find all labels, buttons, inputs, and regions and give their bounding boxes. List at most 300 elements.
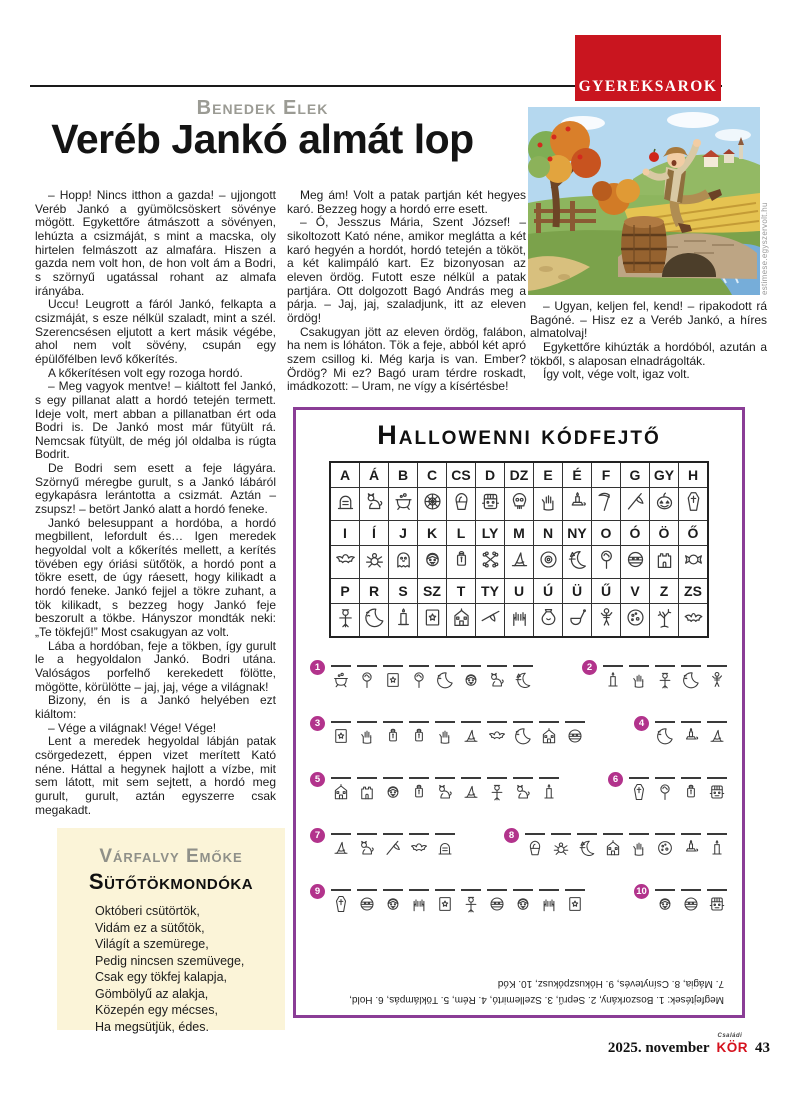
clue-icon-holder bbox=[358, 839, 376, 862]
clue-icon-holder bbox=[566, 895, 584, 918]
haunted-house-icon bbox=[451, 607, 472, 628]
clue-icon-holder bbox=[488, 783, 506, 806]
answer-cell bbox=[460, 721, 482, 750]
skull-icon bbox=[509, 491, 530, 512]
black-cat-icon bbox=[436, 783, 454, 801]
answer-blank bbox=[707, 721, 727, 723]
answer-cell bbox=[382, 889, 404, 918]
scythe-icon bbox=[596, 491, 617, 512]
answer-blank bbox=[409, 665, 429, 667]
story-paragraph: Lent a meredek hegyoldal lábján patak csörgedezett, éppen vizet merített Kató néne. Háttal a hegynek hajlott a vízbe, mit sem látott, mit sem sejtett, a hordó meg gurult, gurult, aztán egyszerre csak megakadt. bbox=[35, 734, 276, 817]
answer-cell bbox=[330, 889, 352, 918]
code-letter-row bbox=[330, 579, 708, 604]
article-title: Veréb Jankó almát lop bbox=[51, 116, 474, 162]
code-letter-row bbox=[330, 462, 708, 488]
castle-icon bbox=[654, 549, 675, 570]
witch-hat-icon bbox=[462, 727, 480, 745]
crescent-moon-icon bbox=[514, 727, 532, 745]
clue-line bbox=[310, 774, 728, 806]
answer-blank bbox=[331, 833, 351, 835]
code-letter-cell: Z bbox=[650, 579, 679, 604]
candle-icon bbox=[540, 783, 558, 801]
spider-icon bbox=[364, 549, 385, 570]
coffin-icon bbox=[630, 783, 648, 801]
code-icon-cell bbox=[534, 488, 563, 521]
code-letter-cell: Ő bbox=[679, 521, 709, 546]
answer-blank bbox=[681, 833, 701, 835]
answer-blank bbox=[331, 777, 351, 779]
answer-blank bbox=[565, 721, 585, 723]
answer-blank bbox=[577, 833, 597, 835]
code-icon-cell bbox=[389, 488, 418, 521]
answer-cell bbox=[382, 833, 404, 862]
page-number: 43 bbox=[755, 1040, 770, 1056]
answer-cell bbox=[434, 833, 456, 862]
answer-cell bbox=[654, 777, 676, 806]
answer-cell bbox=[512, 777, 534, 806]
answer-blank bbox=[409, 721, 429, 723]
scarecrow-icon bbox=[656, 671, 674, 689]
code-icon-cell bbox=[389, 604, 418, 638]
candy-icon bbox=[683, 549, 704, 570]
crescent-moon-icon bbox=[682, 671, 700, 689]
code-icon-cell bbox=[679, 546, 709, 579]
answer-cell bbox=[434, 721, 456, 750]
clue-number-badge: 1 bbox=[310, 660, 325, 675]
black-cat-icon bbox=[364, 491, 385, 512]
clue-icon-holder bbox=[540, 895, 558, 918]
answer-cell bbox=[706, 833, 728, 862]
answer-cell bbox=[486, 889, 508, 918]
code-icon-cell bbox=[563, 488, 592, 521]
answer-blank bbox=[487, 889, 507, 891]
answer-blank bbox=[513, 889, 533, 891]
coffin-icon bbox=[683, 491, 704, 512]
clue-icon-holder bbox=[682, 783, 700, 806]
code-icon-cell bbox=[330, 546, 360, 579]
answer-cell bbox=[408, 833, 430, 862]
code-letter-cell: Á bbox=[360, 462, 389, 488]
zombie-hand-icon bbox=[358, 727, 376, 745]
cookie-moon-icon bbox=[625, 607, 646, 628]
code-letter-cell: E bbox=[534, 462, 563, 488]
magazine-logo-main: KÖR bbox=[716, 1040, 748, 1055]
clue-number-badge: 6 bbox=[608, 772, 623, 787]
autumn-scene-illustration bbox=[528, 107, 760, 295]
ghost-icon bbox=[393, 549, 414, 570]
lantern-icon bbox=[451, 549, 472, 570]
spell-card-icon bbox=[566, 895, 584, 913]
code-letter-cell: Í bbox=[360, 521, 389, 546]
cauldron-icon bbox=[393, 491, 414, 512]
poem-line: Októberi csütörtök, bbox=[95, 904, 200, 918]
clue-icon-holder bbox=[332, 895, 350, 918]
poem-line: Világít a szemürege, bbox=[95, 937, 209, 951]
code-icon-cell bbox=[621, 604, 650, 638]
answer-cell bbox=[356, 777, 378, 806]
cauldron-icon bbox=[332, 671, 350, 689]
vampire-icon bbox=[656, 895, 674, 913]
clue-icon-holder bbox=[566, 727, 584, 750]
solutions-text bbox=[314, 976, 724, 1007]
code-letter-cell: Ű bbox=[592, 579, 621, 604]
answer-cell bbox=[408, 777, 430, 806]
answer-cell bbox=[706, 777, 728, 806]
puzzle-box bbox=[293, 407, 745, 1018]
spider-web-icon bbox=[422, 491, 443, 512]
clue-line bbox=[310, 830, 728, 862]
answer-blank bbox=[629, 665, 649, 667]
clue-icon-holder bbox=[358, 895, 376, 918]
page-footer bbox=[607, 1033, 770, 1057]
eyeball-icon bbox=[538, 549, 559, 570]
clue-icon-holder bbox=[436, 895, 454, 918]
answer-cell bbox=[330, 721, 352, 750]
code-table bbox=[329, 461, 709, 638]
clue-cells bbox=[602, 665, 728, 694]
code-icon-cell bbox=[505, 604, 534, 638]
clue-icon-holder bbox=[604, 839, 622, 862]
clue-icon-holder bbox=[436, 783, 454, 806]
clue-icon-holder bbox=[682, 839, 700, 862]
clue-icon-holder bbox=[436, 839, 454, 862]
scarecrow-icon bbox=[335, 607, 356, 628]
magazine-logo bbox=[716, 1033, 749, 1055]
clue-icon-holder bbox=[488, 727, 506, 750]
answer-blank bbox=[331, 721, 351, 723]
footer-date: 2025. november bbox=[607, 1040, 710, 1056]
answer-cell bbox=[460, 889, 482, 918]
answer-blank bbox=[461, 777, 481, 779]
code-letter-cell: DZ bbox=[505, 462, 534, 488]
clue-icon-holder bbox=[514, 895, 532, 918]
solutions-line-1: Megfejtések: 1. Boszorkány, 2. Seprű, 3. Szellemirtó, 4. Rém, 5. Töklámpás, 6. Hold, bbox=[349, 994, 724, 1005]
code-icon-cell bbox=[592, 604, 621, 638]
clue-cells bbox=[654, 721, 728, 750]
clue-icon-holder bbox=[488, 671, 506, 694]
code-letter-cell: M bbox=[505, 521, 534, 546]
clue-icon-holder bbox=[656, 783, 674, 806]
tombstone-icon bbox=[436, 839, 454, 857]
coffin-icon bbox=[332, 895, 350, 913]
code-letter-cell: NY bbox=[563, 521, 592, 546]
clue-icon-holder bbox=[682, 895, 700, 918]
answer-blank bbox=[655, 777, 675, 779]
image-credit: estimese.egyszervolt.hu bbox=[760, 202, 769, 295]
code-letter-cell: H bbox=[679, 462, 709, 488]
answer-blank bbox=[565, 889, 585, 891]
answer-cell bbox=[382, 721, 404, 750]
story-paragraph: Uccu! Leugrott a fáról Jankó, felkapta a csizmáját, s esze nélkül szaladt, mint a szél. Szerencsésen eljutott a kert másik végébe, ahol nem volt sövény, csupán egy épülőfélben levő kőkerítés. bbox=[35, 297, 276, 366]
code-letter-cell: É bbox=[563, 462, 592, 488]
code-icon-cell bbox=[592, 546, 621, 579]
answer-cell bbox=[654, 833, 676, 862]
clue-icon-holder bbox=[332, 671, 350, 694]
lollipop-icon bbox=[410, 671, 428, 689]
clue-icon-holder bbox=[358, 783, 376, 806]
answer-cell bbox=[706, 721, 728, 750]
answer-cell bbox=[382, 665, 404, 694]
puzzle-title: Hallowenni kódfejtő bbox=[377, 420, 661, 450]
clue-cells bbox=[330, 833, 456, 862]
answer-cell bbox=[628, 665, 650, 694]
clue-icon-holder bbox=[578, 839, 596, 862]
answer-blank bbox=[513, 665, 533, 667]
mummy-icon bbox=[358, 895, 376, 913]
code-letter-cell: Ö bbox=[650, 521, 679, 546]
answer-blank bbox=[383, 833, 403, 835]
answer-blank bbox=[487, 665, 507, 667]
bat-icon bbox=[488, 727, 506, 745]
raised-hands-icon bbox=[540, 895, 558, 913]
poem-box bbox=[57, 828, 285, 1034]
clue-icon-holder bbox=[462, 895, 480, 918]
answer-blank bbox=[539, 721, 559, 723]
clue-icon-holder bbox=[384, 895, 402, 918]
clue-icon-holder bbox=[656, 671, 674, 694]
answer-blank bbox=[525, 833, 545, 835]
candle-icon bbox=[604, 671, 622, 689]
poem-line: Pedig nincsen szemüvege, bbox=[95, 953, 245, 968]
answer-blank bbox=[681, 721, 701, 723]
clue-number-badge: 2 bbox=[582, 660, 597, 675]
clue-number-badge: 5 bbox=[310, 772, 325, 787]
broom-icon bbox=[625, 491, 646, 512]
code-icon-cell bbox=[650, 488, 679, 521]
answer-blank bbox=[629, 777, 649, 779]
clue-number-badge: 7 bbox=[310, 828, 325, 843]
scarecrow-icon bbox=[462, 895, 480, 913]
witch-hat-icon bbox=[332, 839, 350, 857]
code-icon-row bbox=[330, 546, 708, 579]
poem-line: Csak egy tökfej kalapja, bbox=[95, 970, 228, 984]
code-icon-cell bbox=[418, 604, 447, 638]
code-letter-cell: I bbox=[330, 521, 360, 546]
code-letter-cell: L bbox=[447, 521, 476, 546]
clue-line bbox=[310, 718, 728, 750]
spider-icon bbox=[552, 839, 570, 857]
clue-number-badge: 9 bbox=[310, 884, 325, 899]
candlestick-icon bbox=[682, 727, 700, 745]
answer-cell bbox=[602, 833, 624, 862]
code-icon-cell bbox=[360, 604, 389, 638]
code-icon-cell bbox=[418, 488, 447, 521]
frankenstein-icon bbox=[708, 783, 726, 801]
vampire-icon bbox=[462, 671, 480, 689]
answer-cell bbox=[434, 777, 456, 806]
answer-blank bbox=[383, 665, 403, 667]
code-letter-cell: V bbox=[621, 579, 650, 604]
answer-cell bbox=[512, 665, 534, 694]
clue-cells bbox=[524, 833, 728, 862]
clue-icon-holder bbox=[514, 671, 532, 694]
answer-cell bbox=[538, 777, 560, 806]
frankenstein-icon bbox=[708, 895, 726, 913]
broom-icon bbox=[384, 839, 402, 857]
answer-cell bbox=[408, 665, 430, 694]
answer-cell bbox=[356, 665, 378, 694]
vampire-icon bbox=[514, 895, 532, 913]
cookie-moon-icon bbox=[656, 839, 674, 857]
clue-cells bbox=[628, 777, 728, 806]
code-letter-cell: D bbox=[476, 462, 505, 488]
answer-cell bbox=[654, 889, 676, 918]
candlestick-icon bbox=[567, 491, 588, 512]
clue-icon-holder bbox=[630, 783, 648, 806]
crescent-moon-icon bbox=[436, 671, 454, 689]
clue-icon-holder bbox=[488, 895, 506, 918]
skeleton-icon bbox=[708, 671, 726, 689]
code-letter-cell: TY bbox=[476, 579, 505, 604]
clue-cells bbox=[330, 721, 586, 750]
answer-blank bbox=[655, 665, 675, 667]
cupcake-icon bbox=[526, 839, 544, 857]
tombstone-icon bbox=[335, 491, 356, 512]
answer-blank bbox=[707, 889, 727, 891]
poem-line: Vidám ez a sütőtök, bbox=[95, 920, 205, 935]
code-letter-cell: U bbox=[505, 579, 534, 604]
answer-cell bbox=[680, 889, 702, 918]
code-icon-cell bbox=[650, 604, 679, 638]
clue-icon-holder bbox=[630, 671, 648, 694]
story-paragraph: Így volt, vége volt, igaz volt. bbox=[543, 367, 690, 382]
answer-cell bbox=[486, 665, 508, 694]
clue-icon-holder bbox=[682, 727, 700, 750]
jack-o-lantern-icon bbox=[654, 491, 675, 512]
clue-icon-holder bbox=[358, 671, 376, 694]
story-illustration bbox=[528, 107, 760, 295]
clue-icon-holder bbox=[384, 671, 402, 694]
code-letter-cell: ZS bbox=[679, 579, 709, 604]
code-letter-cell: N bbox=[534, 521, 563, 546]
poem-line: Ha megsütjük, édes. bbox=[95, 1019, 209, 1034]
code-icon-cell bbox=[505, 488, 534, 521]
code-letter-row bbox=[330, 521, 708, 546]
ladle-icon bbox=[567, 607, 588, 628]
code-icon-cell bbox=[476, 604, 505, 638]
answer-blank bbox=[409, 777, 429, 779]
code-letter-cell: A bbox=[330, 462, 360, 488]
clue-icon-holder bbox=[384, 839, 402, 862]
code-icon-cell bbox=[563, 546, 592, 579]
answer-cell bbox=[564, 721, 586, 750]
code-icon-cell bbox=[563, 604, 592, 638]
clue-icon-holder bbox=[604, 671, 622, 694]
answer-blank bbox=[461, 889, 481, 891]
clue-icon-holder bbox=[462, 783, 480, 806]
spell-card-icon bbox=[436, 895, 454, 913]
potion-bag-icon bbox=[538, 607, 559, 628]
answer-blank bbox=[513, 777, 533, 779]
clue-icon-holder bbox=[514, 727, 532, 750]
code-letter-cell: G bbox=[621, 462, 650, 488]
candle-icon bbox=[393, 607, 414, 628]
answer-blank bbox=[357, 665, 377, 667]
code-icon-cell bbox=[418, 546, 447, 579]
code-icon-cell bbox=[360, 546, 389, 579]
answer-cell bbox=[382, 777, 404, 806]
answer-blank bbox=[707, 777, 727, 779]
answer-blank bbox=[681, 665, 701, 667]
clue-line bbox=[310, 662, 728, 694]
story-paragraph: – Meg vagyok mentve! – kiáltott fel Jankó, s egy pillanat alatt a hordó tetején termett. Ideje volt, mert abban a pillanatban ért oda Bodri is. De Jankó most már fütyült rá. Nemcsak fütyült, de még jól oldalba is rúgta Bodrit. bbox=[35, 379, 276, 462]
clue-icon-holder bbox=[462, 671, 480, 694]
section-label: GYEREKSAROK bbox=[578, 78, 718, 95]
answer-blank bbox=[603, 665, 623, 667]
flying-broom-icon bbox=[480, 607, 501, 628]
code-icon-cell bbox=[476, 488, 505, 521]
clue-icon-holder bbox=[526, 839, 544, 862]
code-letter-cell: Ü bbox=[563, 579, 592, 604]
raised-hands-icon bbox=[410, 895, 428, 913]
story-paragraph: Egykettőre kihúzták a hordóból, azután a tökből, s alaposan elnadrágolták. bbox=[530, 339, 767, 368]
clue-icon-holder bbox=[410, 895, 428, 918]
code-icon-cell bbox=[621, 546, 650, 579]
clue-list bbox=[296, 662, 742, 918]
clue-icon-holder bbox=[332, 839, 350, 862]
clue-icon-holder bbox=[540, 727, 558, 750]
code-icon-cell bbox=[476, 546, 505, 579]
section-banner bbox=[575, 35, 721, 101]
answer-blank bbox=[539, 889, 559, 891]
poem-lines bbox=[57, 903, 285, 1035]
code-icon-cell bbox=[534, 546, 563, 579]
answer-cell bbox=[512, 721, 534, 750]
code-letter-cell: P bbox=[330, 579, 360, 604]
code-letter-cell: K bbox=[418, 521, 447, 546]
clue-icon-holder bbox=[656, 839, 674, 862]
answer-blank bbox=[551, 833, 571, 835]
clue-number-badge: 10 bbox=[634, 884, 649, 899]
clue-8 bbox=[504, 830, 728, 862]
answer-cell bbox=[654, 721, 676, 750]
answer-cell bbox=[434, 665, 456, 694]
answer-blank bbox=[655, 721, 675, 723]
answer-blank bbox=[331, 665, 351, 667]
zombie-hand-icon bbox=[630, 671, 648, 689]
answer-blank bbox=[461, 665, 481, 667]
clue-icon-holder bbox=[384, 727, 402, 750]
clue-number-badge: 3 bbox=[310, 716, 325, 731]
clue-cells bbox=[330, 777, 560, 806]
witch-on-moon-icon bbox=[514, 671, 532, 689]
code-letter-cell: LY bbox=[476, 521, 505, 546]
zombie-hand-icon bbox=[538, 491, 559, 512]
clue-icon-holder bbox=[436, 727, 454, 750]
code-icon-cell bbox=[389, 546, 418, 579]
code-letter-cell: O bbox=[592, 521, 621, 546]
code-letter-cell: Ú bbox=[534, 579, 563, 604]
lantern-icon bbox=[682, 783, 700, 801]
story-column-2 bbox=[287, 189, 526, 394]
answer-cell bbox=[408, 889, 430, 918]
answer-blank bbox=[603, 833, 623, 835]
answer-blank bbox=[681, 777, 701, 779]
article-author: Benedek Elek bbox=[196, 97, 329, 119]
vampire-icon bbox=[384, 895, 402, 913]
code-letter-cell: T bbox=[447, 579, 476, 604]
witch-on-moon-icon bbox=[567, 549, 588, 570]
answer-cell bbox=[512, 889, 534, 918]
story-paragraph: Lába a hordóban, feje a tökben, így gurult le a hegyoldalon Jankó. Bodri utána. Valóságos porfelhő kerekedett fölötte, mögötte, körülötte – jaj, jaj, vége a világnak! bbox=[35, 638, 276, 694]
raised-hands-icon bbox=[509, 607, 530, 628]
clue-9 bbox=[310, 886, 586, 918]
spell-card-icon bbox=[384, 671, 402, 689]
answer-cell bbox=[460, 777, 482, 806]
code-icon-cell bbox=[330, 488, 360, 521]
clue-icon-holder bbox=[708, 895, 726, 918]
haunted-house-icon bbox=[540, 727, 558, 745]
